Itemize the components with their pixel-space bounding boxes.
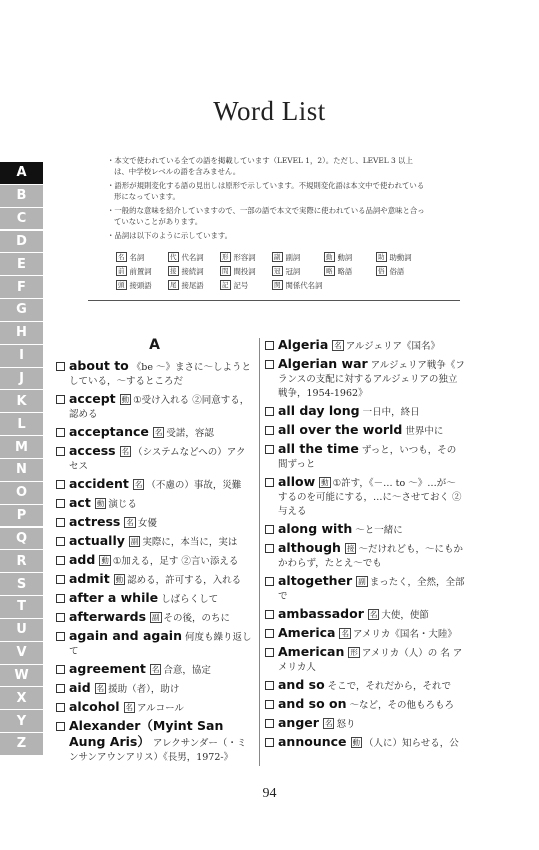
- tab-r[interactable]: R: [0, 550, 43, 573]
- word-entry: [56, 477, 253, 493]
- study-checkbox[interactable]: [265, 681, 274, 690]
- headword: again and again: [69, 628, 182, 643]
- headword: afterwards: [69, 609, 147, 624]
- legend-item: [220, 266, 272, 277]
- study-checkbox[interactable]: [265, 629, 274, 638]
- headword: access: [69, 443, 116, 458]
- legend-item: [376, 252, 428, 263]
- study-checkbox[interactable]: [265, 445, 274, 454]
- tab-d[interactable]: D: [0, 231, 43, 254]
- study-checkbox[interactable]: [265, 719, 274, 728]
- word-entry: [265, 423, 465, 439]
- study-checkbox[interactable]: [265, 426, 274, 435]
- tab-t[interactable]: T: [0, 596, 43, 619]
- page-title: Word List: [213, 96, 326, 126]
- legend-item: [272, 266, 324, 277]
- study-checkbox[interactable]: [265, 544, 274, 553]
- legend-label: 記号: [233, 280, 249, 290]
- definition: ずっと，いつも，その間ずっと: [278, 445, 457, 470]
- tab-l[interactable]: L: [0, 413, 43, 436]
- section-letter: A: [149, 337, 160, 353]
- study-checkbox[interactable]: [56, 722, 65, 731]
- part-of-speech-mark: 名: [134, 480, 143, 489]
- tab-e[interactable]: E: [0, 253, 43, 276]
- word-entry: [265, 404, 465, 420]
- legend-mark: 記: [222, 281, 229, 289]
- word-entry: [265, 574, 465, 604]
- headword: alcohol: [69, 699, 120, 714]
- legend-mark: 動: [326, 253, 333, 261]
- legend-label: 名詞: [129, 252, 145, 262]
- legend-item: [168, 280, 220, 291]
- headword: act: [69, 495, 91, 510]
- word-entry: [56, 392, 253, 422]
- definition: アルジェリア《国名》: [345, 341, 440, 352]
- study-checkbox[interactable]: [56, 537, 65, 546]
- definition: 援助（者），助け: [108, 684, 180, 695]
- definition: しばらくして: [161, 594, 219, 605]
- legend-mark: 関: [274, 281, 281, 289]
- usage-note: ・品詞は以下のように示しています。: [107, 231, 233, 240]
- legend-label: 関係代名詞: [285, 280, 323, 290]
- study-checkbox[interactable]: [265, 341, 274, 350]
- part-of-speech-mark: 動: [115, 575, 124, 584]
- definition: まったく，全然，全部で: [278, 577, 465, 602]
- part-of-speech-mark: 名: [324, 719, 333, 728]
- definition: 怒り: [336, 719, 356, 730]
- definition: 認める，許可する，入れる: [127, 575, 242, 586]
- study-checkbox[interactable]: [56, 428, 65, 437]
- legend-label: 助動詞: [389, 252, 412, 262]
- word-entry: [265, 735, 465, 751]
- tab-b[interactable]: B: [0, 185, 43, 208]
- definition: ～と一緒に: [355, 525, 403, 536]
- tab-p[interactable]: P: [0, 505, 43, 528]
- definition: その後，のちに: [163, 613, 231, 624]
- word-entry: [56, 444, 253, 474]
- study-checkbox[interactable]: [56, 518, 65, 527]
- word-entry: [265, 522, 465, 538]
- word-entry: [56, 534, 253, 550]
- legend-label: 略語: [337, 266, 353, 276]
- alphabet-index-tabs: [0, 162, 43, 756]
- headword: agreement: [69, 661, 146, 676]
- definition: ～など，その他もろもろ: [349, 700, 455, 711]
- study-checkbox[interactable]: [265, 407, 274, 416]
- tab-c[interactable]: C: [0, 208, 43, 231]
- legend-mark: 略: [326, 267, 333, 275]
- definition: ～だけれども，～にもかかわらず，たとえ～でも: [278, 544, 463, 569]
- definition: 女優: [137, 518, 157, 529]
- part-of-speech-mark: 動: [352, 738, 361, 747]
- part-of-speech-mark: 名: [154, 428, 163, 437]
- part-of-speech-legend: [116, 250, 456, 292]
- legend-mark: 尾: [170, 281, 177, 289]
- part-of-speech-mark: 副: [152, 613, 160, 622]
- study-checkbox[interactable]: [265, 525, 274, 534]
- study-checkbox[interactable]: [56, 703, 65, 712]
- headword: accept: [69, 391, 116, 406]
- legend-item: [220, 252, 272, 263]
- headword: Alexander（Myint San Aung Aris）: [69, 718, 224, 749]
- part-of-speech-mark: 動: [101, 556, 109, 565]
- legend-row: [116, 264, 456, 278]
- definition: アルコール: [137, 703, 184, 714]
- word-entry: [56, 591, 253, 607]
- page-number: 94: [262, 786, 277, 801]
- headword: Algeria: [278, 337, 329, 352]
- definition: 一日中，終日: [362, 407, 420, 418]
- headword: and so: [278, 677, 325, 692]
- legend-label: 前置詞: [129, 266, 152, 276]
- usage-note: ・本文で使われている全ての語を掲載しています（LEVEL 1，2）。ただし、LEVEL 3 以上は、中学校レベルの語を含みません。: [107, 156, 413, 176]
- definition: アメリカ《国名・大陸》: [352, 629, 457, 640]
- definition: 大使，使節: [381, 610, 429, 621]
- study-checkbox[interactable]: [56, 632, 65, 641]
- legend-label: 形容詞: [233, 252, 256, 262]
- word-entry: [56, 610, 253, 626]
- legend-mark: 副: [274, 253, 281, 261]
- headword: admit: [69, 571, 110, 586]
- study-checkbox[interactable]: [265, 700, 274, 709]
- word-entry: [56, 515, 253, 531]
- legend-mark: 俗: [378, 267, 385, 275]
- headword: actually: [69, 533, 125, 548]
- definition: ①受け入れる ②同意する，認める: [69, 395, 250, 420]
- word-list-right-column: [265, 338, 465, 754]
- legend-label: 接頭語: [129, 280, 152, 290]
- headword: all over the world: [278, 422, 403, 437]
- tab-j[interactable]: J: [0, 368, 43, 391]
- tab-z[interactable]: Z: [0, 733, 43, 756]
- headword: Algerian war: [278, 356, 368, 371]
- word-entry: [265, 541, 465, 571]
- study-checkbox[interactable]: [56, 362, 65, 371]
- definition: アレクサンダー（・ミンサンアウンアリス）《長男，1972-》: [69, 738, 247, 763]
- legend-mark: 代: [170, 253, 177, 261]
- word-entry: [56, 700, 253, 716]
- tab-w[interactable]: W: [0, 665, 43, 688]
- definition: そこで，それだから，それで: [327, 681, 451, 692]
- study-checkbox[interactable]: [265, 478, 274, 487]
- legend-row: [116, 278, 456, 292]
- study-checkbox[interactable]: [56, 395, 65, 404]
- word-entry: [265, 357, 465, 401]
- legend-label: 接続詞: [181, 266, 204, 276]
- headword: all day long: [278, 403, 360, 418]
- legend-mark: 名: [118, 253, 125, 261]
- legend-item: [324, 266, 376, 277]
- word-entry: [56, 662, 253, 678]
- legend-label: 間投詞: [233, 266, 256, 276]
- headword: along with: [278, 521, 353, 536]
- part-of-speech-mark: 名: [341, 629, 349, 638]
- study-checkbox[interactable]: [56, 594, 65, 603]
- word-entry: [56, 719, 253, 765]
- word-entry: [56, 496, 253, 512]
- study-checkbox[interactable]: [56, 575, 65, 584]
- headword: acceptance: [69, 424, 149, 439]
- part-of-speech-mark: 名: [125, 703, 133, 712]
- legend-mark: 助: [378, 253, 385, 261]
- legend-item: [168, 266, 220, 277]
- definition: 合意，協定: [163, 665, 211, 676]
- word-entry: [56, 629, 253, 659]
- part-of-speech-mark: 副: [358, 577, 366, 586]
- headword: allow: [278, 474, 316, 489]
- study-checkbox[interactable]: [56, 499, 65, 508]
- word-entry: [265, 338, 465, 354]
- legend-item: [168, 252, 220, 263]
- legend-item: [376, 266, 428, 277]
- study-checkbox[interactable]: [56, 480, 65, 489]
- tab-f[interactable]: F: [0, 276, 43, 299]
- tab-q[interactable]: Q: [0, 528, 43, 551]
- legend-mark: 接: [170, 267, 177, 275]
- part-of-speech-mark: 名: [334, 341, 342, 350]
- part-of-speech-mark: 名: [369, 610, 378, 619]
- word-entry: [265, 607, 465, 623]
- definition: 演じる: [108, 499, 137, 510]
- tab-x[interactable]: X: [0, 687, 43, 710]
- tab-o[interactable]: O: [0, 482, 43, 505]
- tab-a[interactable]: A: [0, 162, 43, 185]
- part-of-speech-mark: 名: [151, 665, 160, 674]
- headword: actress: [69, 514, 121, 529]
- tab-n[interactable]: N: [0, 459, 43, 482]
- tab-y[interactable]: Y: [0, 710, 43, 733]
- study-checkbox[interactable]: [56, 556, 65, 565]
- tab-i[interactable]: I: [0, 345, 43, 368]
- legend-mark: 形: [222, 253, 229, 261]
- study-checkbox[interactable]: [265, 610, 274, 619]
- column-divider: [259, 338, 260, 766]
- legend-label: 俗語: [389, 266, 405, 276]
- word-entry: [265, 697, 465, 713]
- usage-note: ・一般的な意味を紹介していますので、一部の語で本文で実際に使われている品詞や意味と合っていないことがあります。: [107, 206, 425, 226]
- definition: アメリカ（人）の 名 アメリカ人: [278, 648, 463, 673]
- usage-notes: [107, 155, 427, 244]
- legend-item: [116, 266, 168, 277]
- study-checkbox[interactable]: [56, 613, 65, 622]
- definition: 《be ～》まさに～しようとしている，～するところだ: [69, 362, 251, 387]
- legend-label: 動詞: [337, 252, 353, 262]
- legend-label: 接尾語: [181, 280, 204, 290]
- study-checkbox[interactable]: [265, 577, 274, 586]
- word-entry: [56, 359, 253, 389]
- study-checkbox[interactable]: [265, 738, 274, 747]
- legend-item: [272, 252, 324, 263]
- part-of-speech-mark: 動: [321, 478, 329, 487]
- word-entry: [56, 553, 253, 569]
- tab-s[interactable]: S: [0, 573, 43, 596]
- word-entry: [56, 572, 253, 588]
- definition: （人に）知らせる，公: [364, 738, 459, 749]
- word-entry: [265, 678, 465, 694]
- part-of-speech-mark: 名: [126, 518, 134, 527]
- headword: announce: [278, 734, 347, 749]
- tab-k[interactable]: K: [0, 390, 43, 413]
- definition: ①許す，《－… to ～》…が～するのを可能にする，…に～させておく ②与える: [278, 478, 462, 517]
- word-entry: [265, 645, 465, 675]
- headword: although: [278, 540, 341, 555]
- headword: after a while: [69, 590, 159, 605]
- part-of-speech-mark: 副: [130, 537, 139, 546]
- word-entry: [265, 442, 465, 472]
- legend-item: [116, 252, 168, 263]
- tab-v[interactable]: V: [0, 642, 43, 665]
- definition: 世界中に: [405, 426, 444, 437]
- headword: add: [69, 552, 96, 567]
- legend-mark: 前: [118, 267, 125, 275]
- study-checkbox[interactable]: [56, 665, 65, 674]
- legend-mark: 間: [222, 267, 229, 275]
- legend-label: 冠詞: [285, 266, 301, 276]
- word-entry: [265, 716, 465, 732]
- study-checkbox[interactable]: [265, 360, 274, 369]
- legend-row: [116, 250, 456, 264]
- word-entry: [265, 626, 465, 642]
- legend-item: [220, 280, 272, 291]
- headword: about to: [69, 358, 129, 373]
- definition: 実際に，本当に，実は: [142, 537, 238, 548]
- headword: aid: [69, 680, 91, 695]
- definition: （システムなどへの）アクセス: [69, 447, 246, 472]
- legend-item: [272, 280, 352, 291]
- legend-item: [116, 280, 168, 291]
- part-of-speech-mark: 接: [346, 544, 355, 553]
- headword: and so on: [278, 696, 347, 711]
- headword: all the time: [278, 441, 359, 456]
- definition: 何度も繰り返して: [69, 632, 252, 657]
- tab-u[interactable]: U: [0, 619, 43, 642]
- part-of-speech-mark: 動: [121, 395, 130, 404]
- legend-mark: 頭: [118, 281, 125, 289]
- headword: American: [278, 644, 345, 659]
- legend-mark: 冠: [274, 267, 281, 275]
- definition: 受諾，容認: [166, 428, 214, 439]
- study-checkbox[interactable]: [56, 684, 65, 693]
- definition: アルジェリア戦争《フランスの支配に対するアルジェリアの独立戦争，1954-1962》: [278, 360, 465, 399]
- tab-h[interactable]: H: [0, 322, 43, 345]
- headword: ambassador: [278, 606, 364, 621]
- word-entry: [56, 681, 253, 697]
- legend-label: 副詞: [285, 252, 301, 262]
- usage-note: ・語形が規則変化する語の見出しは原形で示しています。不規則変化語は本文中で使われている形になっています。: [107, 181, 425, 201]
- definition: （不慮の）事故，災難: [146, 480, 242, 491]
- word-entry: [56, 425, 253, 441]
- headword: America: [278, 625, 336, 640]
- headword: altogether: [278, 573, 353, 588]
- definition: ①加える，足す ②言い添える: [112, 556, 239, 567]
- part-of-speech-mark: 形: [350, 648, 358, 657]
- tab-g[interactable]: G: [0, 299, 43, 322]
- study-checkbox[interactable]: [56, 447, 65, 456]
- legend-item: [324, 252, 376, 263]
- part-of-speech-mark: 名: [121, 447, 130, 456]
- section-divider: [88, 300, 460, 301]
- legend-label: 代名詞: [181, 252, 204, 262]
- part-of-speech-mark: 名: [96, 684, 105, 693]
- word-entry: [265, 475, 465, 519]
- tab-m[interactable]: M: [0, 436, 43, 459]
- headword: anger: [278, 715, 319, 730]
- headword: accident: [69, 476, 129, 491]
- part-of-speech-mark: 動: [96, 499, 105, 508]
- word-list-left-column: [56, 338, 253, 768]
- study-checkbox[interactable]: [265, 648, 274, 657]
